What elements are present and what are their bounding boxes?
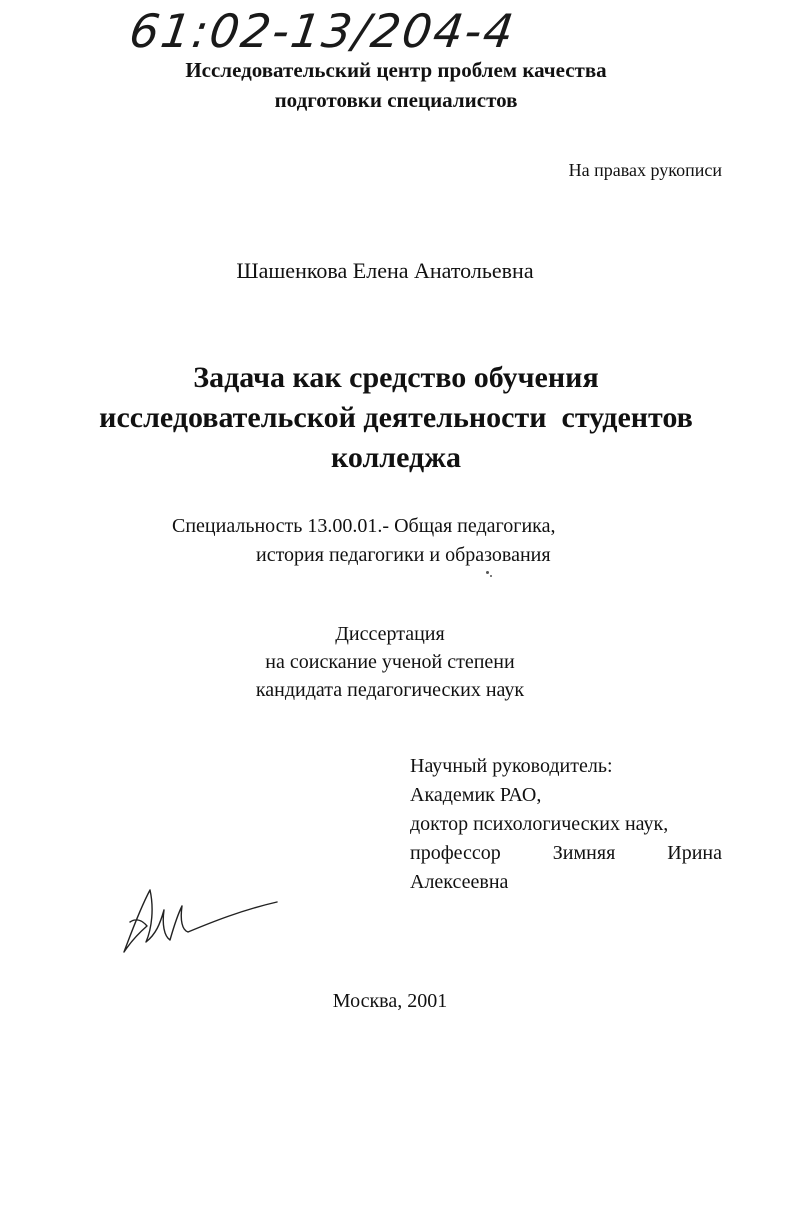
archive-code-handwritten: 61:02-13/204-4 [126,4,519,58]
handwritten-signature [112,880,287,960]
supervisor-label: Научный руководитель: [410,755,613,777]
title-line-1: Задача как средство обучения [193,361,599,394]
institution-line-2: подготовки специалистов [274,88,518,112]
degree-statement [0,620,780,704]
supervisor-block [410,752,722,897]
specialty-line-2: история педагогики и образования [256,544,551,566]
institution-header [0,55,792,115]
supervisor-degree: доктор психологических наук, [410,813,669,835]
title-line-2: исследовательской деятельности студентов [99,401,693,434]
degree-line-2: на соискание ученой степени [265,651,515,673]
specialty-line-1: Специальность 13.00.01.- Общая педагогика, [172,515,556,537]
supervisor-surname: Зимняя [552,842,616,864]
institution-line-1: Исследовательский центр проблем качества [185,58,607,82]
degree-line-1: Диссертация [335,623,445,645]
author-name: Шашенкова Елена Анатольевна [236,258,534,283]
supervisor-rank: Академик РАО, [410,784,542,806]
supervisor-patronymic: Алексеевна [410,871,509,893]
supervisor-name-line [410,839,722,868]
supervisor-title-word: профессор [410,842,501,864]
degree-line-3: кандидата педагогических наук [255,679,525,701]
place-and-year: Москва, 2001 [332,990,448,1012]
dissertation-title [0,358,792,478]
scan-speck [486,571,489,574]
title-line-3: колледжа [330,441,461,474]
scan-speck [490,575,492,577]
manuscript-rights-note: На правах рукописи [568,160,722,180]
supervisor-first-name: Ирина [667,842,722,864]
